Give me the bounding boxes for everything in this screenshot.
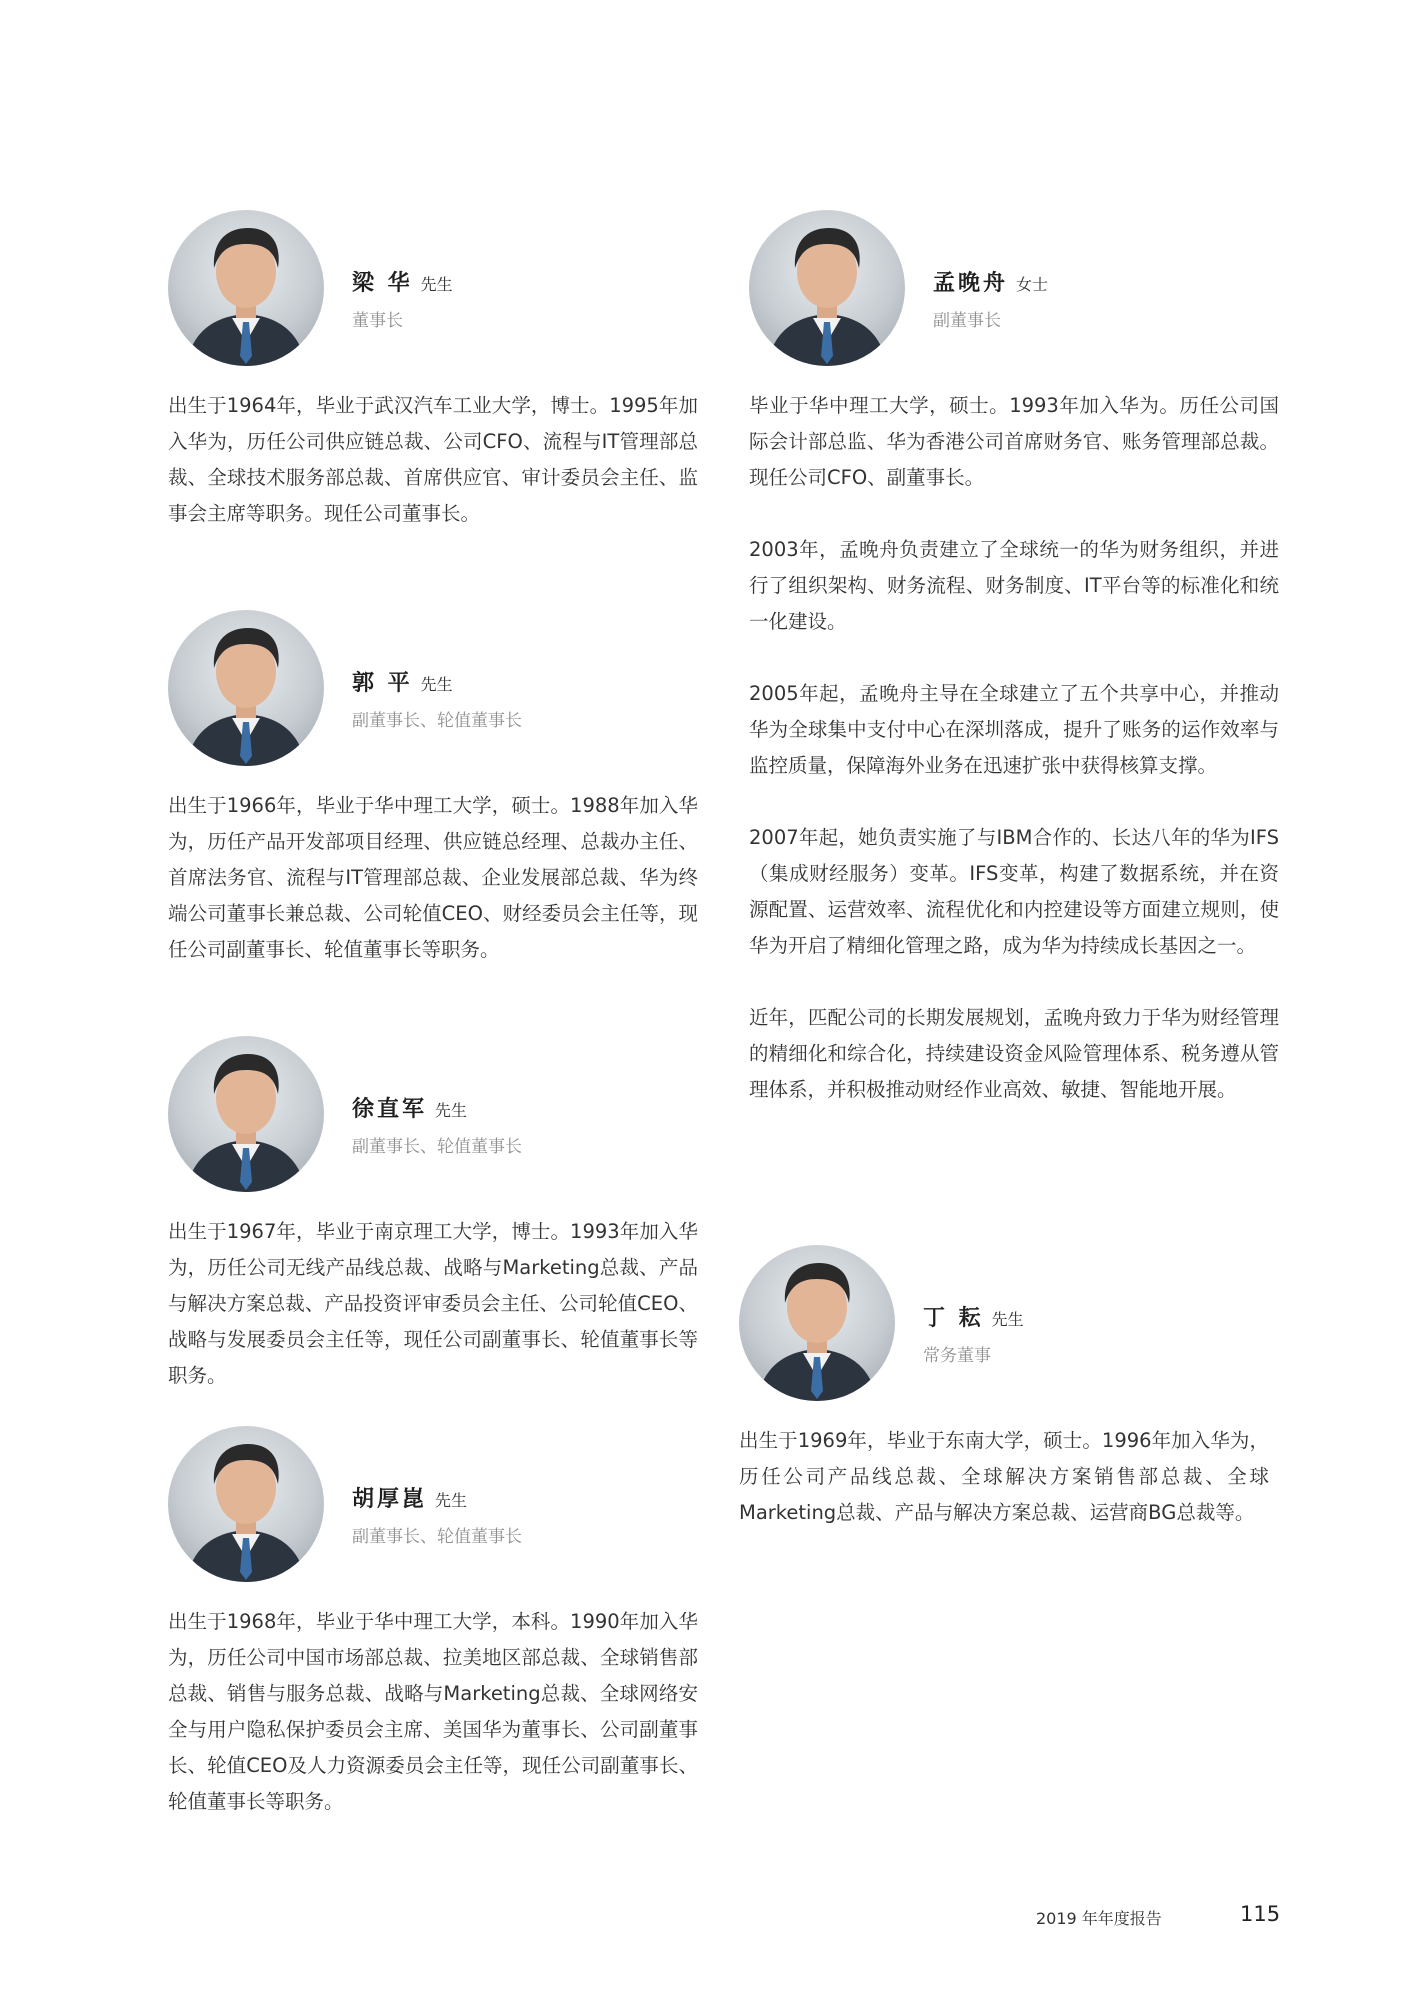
person-icon <box>168 610 324 766</box>
bio-paragraph: 毕业于华中理工大学，硕士。1993年加入华为。历任公司国际会计部总监、华为香港公司首席财务官、账务管理部总裁。现任公司CFO、副董事长。 <box>749 394 1279 489</box>
person-name: 郭 平 <box>352 671 413 696</box>
bio-paragraph: 出生于1968年，毕业于华中理工大学，本科。1990年加入华为，历任公司中国市场部总裁、拉美地区部总裁、全球销售部总裁、销售与服务总裁、战略与Marketing总裁、全球网络安全与用户隐私保护委员会主席、美国华为董事长、公司副董事长、轮值CEO及人力资源委员会主任等，现任公司副董事长、轮值董事长等职务。 <box>168 1610 698 1813</box>
bio <box>168 1214 698 1394</box>
person-role: 副董事长 <box>933 311 1001 331</box>
person-name: 胡厚崑 <box>352 1487 428 1512</box>
bio <box>168 1604 698 1820</box>
honorific: 先生 <box>991 1310 1024 1329</box>
person-icon <box>168 1036 324 1192</box>
bio <box>739 1423 1269 1531</box>
honorific: 先生 <box>420 275 453 294</box>
portrait-photo <box>168 610 324 766</box>
bio-paragraph: 出生于1966年，毕业于华中理工大学，硕士。1988年加入华为，历任产品开发部项目经理、供应链总经理、总裁办主任、首席法务官、流程与IT管理部总裁、企业发展部总裁、华为终端公司董事长兼总裁、公司轮值CEO、财经委员会主任等，现任公司副董事长、轮值董事长等职务。 <box>168 794 698 961</box>
bio-paragraph: 2005年起，孟晚舟主导在全球建立了五个共享中心，并推动华为全球集中支付中心在深圳落成，提升了账务的运作效率与监控质量，保障海外业务在迅速扩张中获得核算支撑。 <box>749 682 1279 777</box>
person-role: 常务董事 <box>923 1346 991 1366</box>
bio-paragraph: 近年，匹配公司的长期发展规划，孟晚舟致力于华为财经管理的精细化和综合化，持续建设资金风险管理体系、税务遵从管理体系，并积极推动财经作业高效、敏捷、智能地开展。 <box>749 1006 1279 1101</box>
portrait-photo <box>168 1036 324 1192</box>
bio <box>168 388 698 532</box>
portrait-photo <box>168 210 324 366</box>
honorific: 先生 <box>420 675 453 694</box>
person-icon <box>739 1245 895 1401</box>
bio-paragraph: 2003年，孟晚舟负责建立了全球统一的华为财务组织，并进行了组织架构、财务流程、财务制度、IT平台等的标准化和统一化建设。 <box>749 538 1279 633</box>
bio <box>749 388 1279 1108</box>
portrait-photo <box>168 1426 324 1582</box>
portrait-photo <box>739 1245 895 1401</box>
bio-paragraph: 出生于1964年，毕业于武汉汽车工业大学，博士。1995年加入华为，历任公司供应链总裁、公司CFO、流程与IT管理部总裁、全球技术服务部总裁、首席供应官、审计委员会主任、监事会主席等职务。现任公司董事长。 <box>168 394 698 525</box>
report-title: 2019 年年度报告 <box>1036 1909 1162 1928</box>
honorific: 先生 <box>435 1101 468 1120</box>
bio-paragraph: 2007年起，她负责实施了与IBM合作的、长达八年的华为IFS（集成财经服务）变革。IFS变革，构建了数据系统，并在资源配置、运营效率、流程优化和内控建设等方面建立规则，使华为开启了精细化管理之路，成为华为持续成长基因之一。 <box>749 826 1279 957</box>
person-name: 梁 华 <box>352 271 413 296</box>
bio-paragraph: 出生于1969年，毕业于东南大学，硕士。1996年加入华为，历任公司产品线总裁、全球解决方案销售部总裁、全球Marketing总裁、产品与解决方案总裁、运营商BG总裁等。 <box>739 1429 1269 1524</box>
person-name: 孟晚舟 <box>933 271 1009 296</box>
bio-paragraph: 出生于1967年，毕业于南京理工大学，博士。1993年加入华为，历任公司无线产品线总裁、战略与Marketing总裁、产品与解决方案总裁、产品投资评审委员会主任、公司轮值CEO、战略与发展委员会主任等，现任公司副董事长、轮值董事长等职务。 <box>168 1220 698 1387</box>
person-icon <box>168 1426 324 1582</box>
person-role: 副董事长、轮值董事长 <box>352 1527 522 1547</box>
portrait-photo <box>749 210 905 366</box>
bio <box>168 788 698 968</box>
person-icon <box>168 210 324 366</box>
person-role: 董事长 <box>352 311 403 331</box>
person-name: 徐直军 <box>352 1097 428 1122</box>
honorific: 女士 <box>1016 275 1049 294</box>
person-icon <box>749 210 905 366</box>
person-role: 副董事长、轮值董事长 <box>352 711 522 731</box>
honorific: 先生 <box>435 1491 468 1510</box>
person-role: 副董事长、轮值董事长 <box>352 1137 522 1157</box>
person-name: 丁 耘 <box>923 1306 984 1331</box>
page-number: 115 <box>1240 1902 1281 1926</box>
